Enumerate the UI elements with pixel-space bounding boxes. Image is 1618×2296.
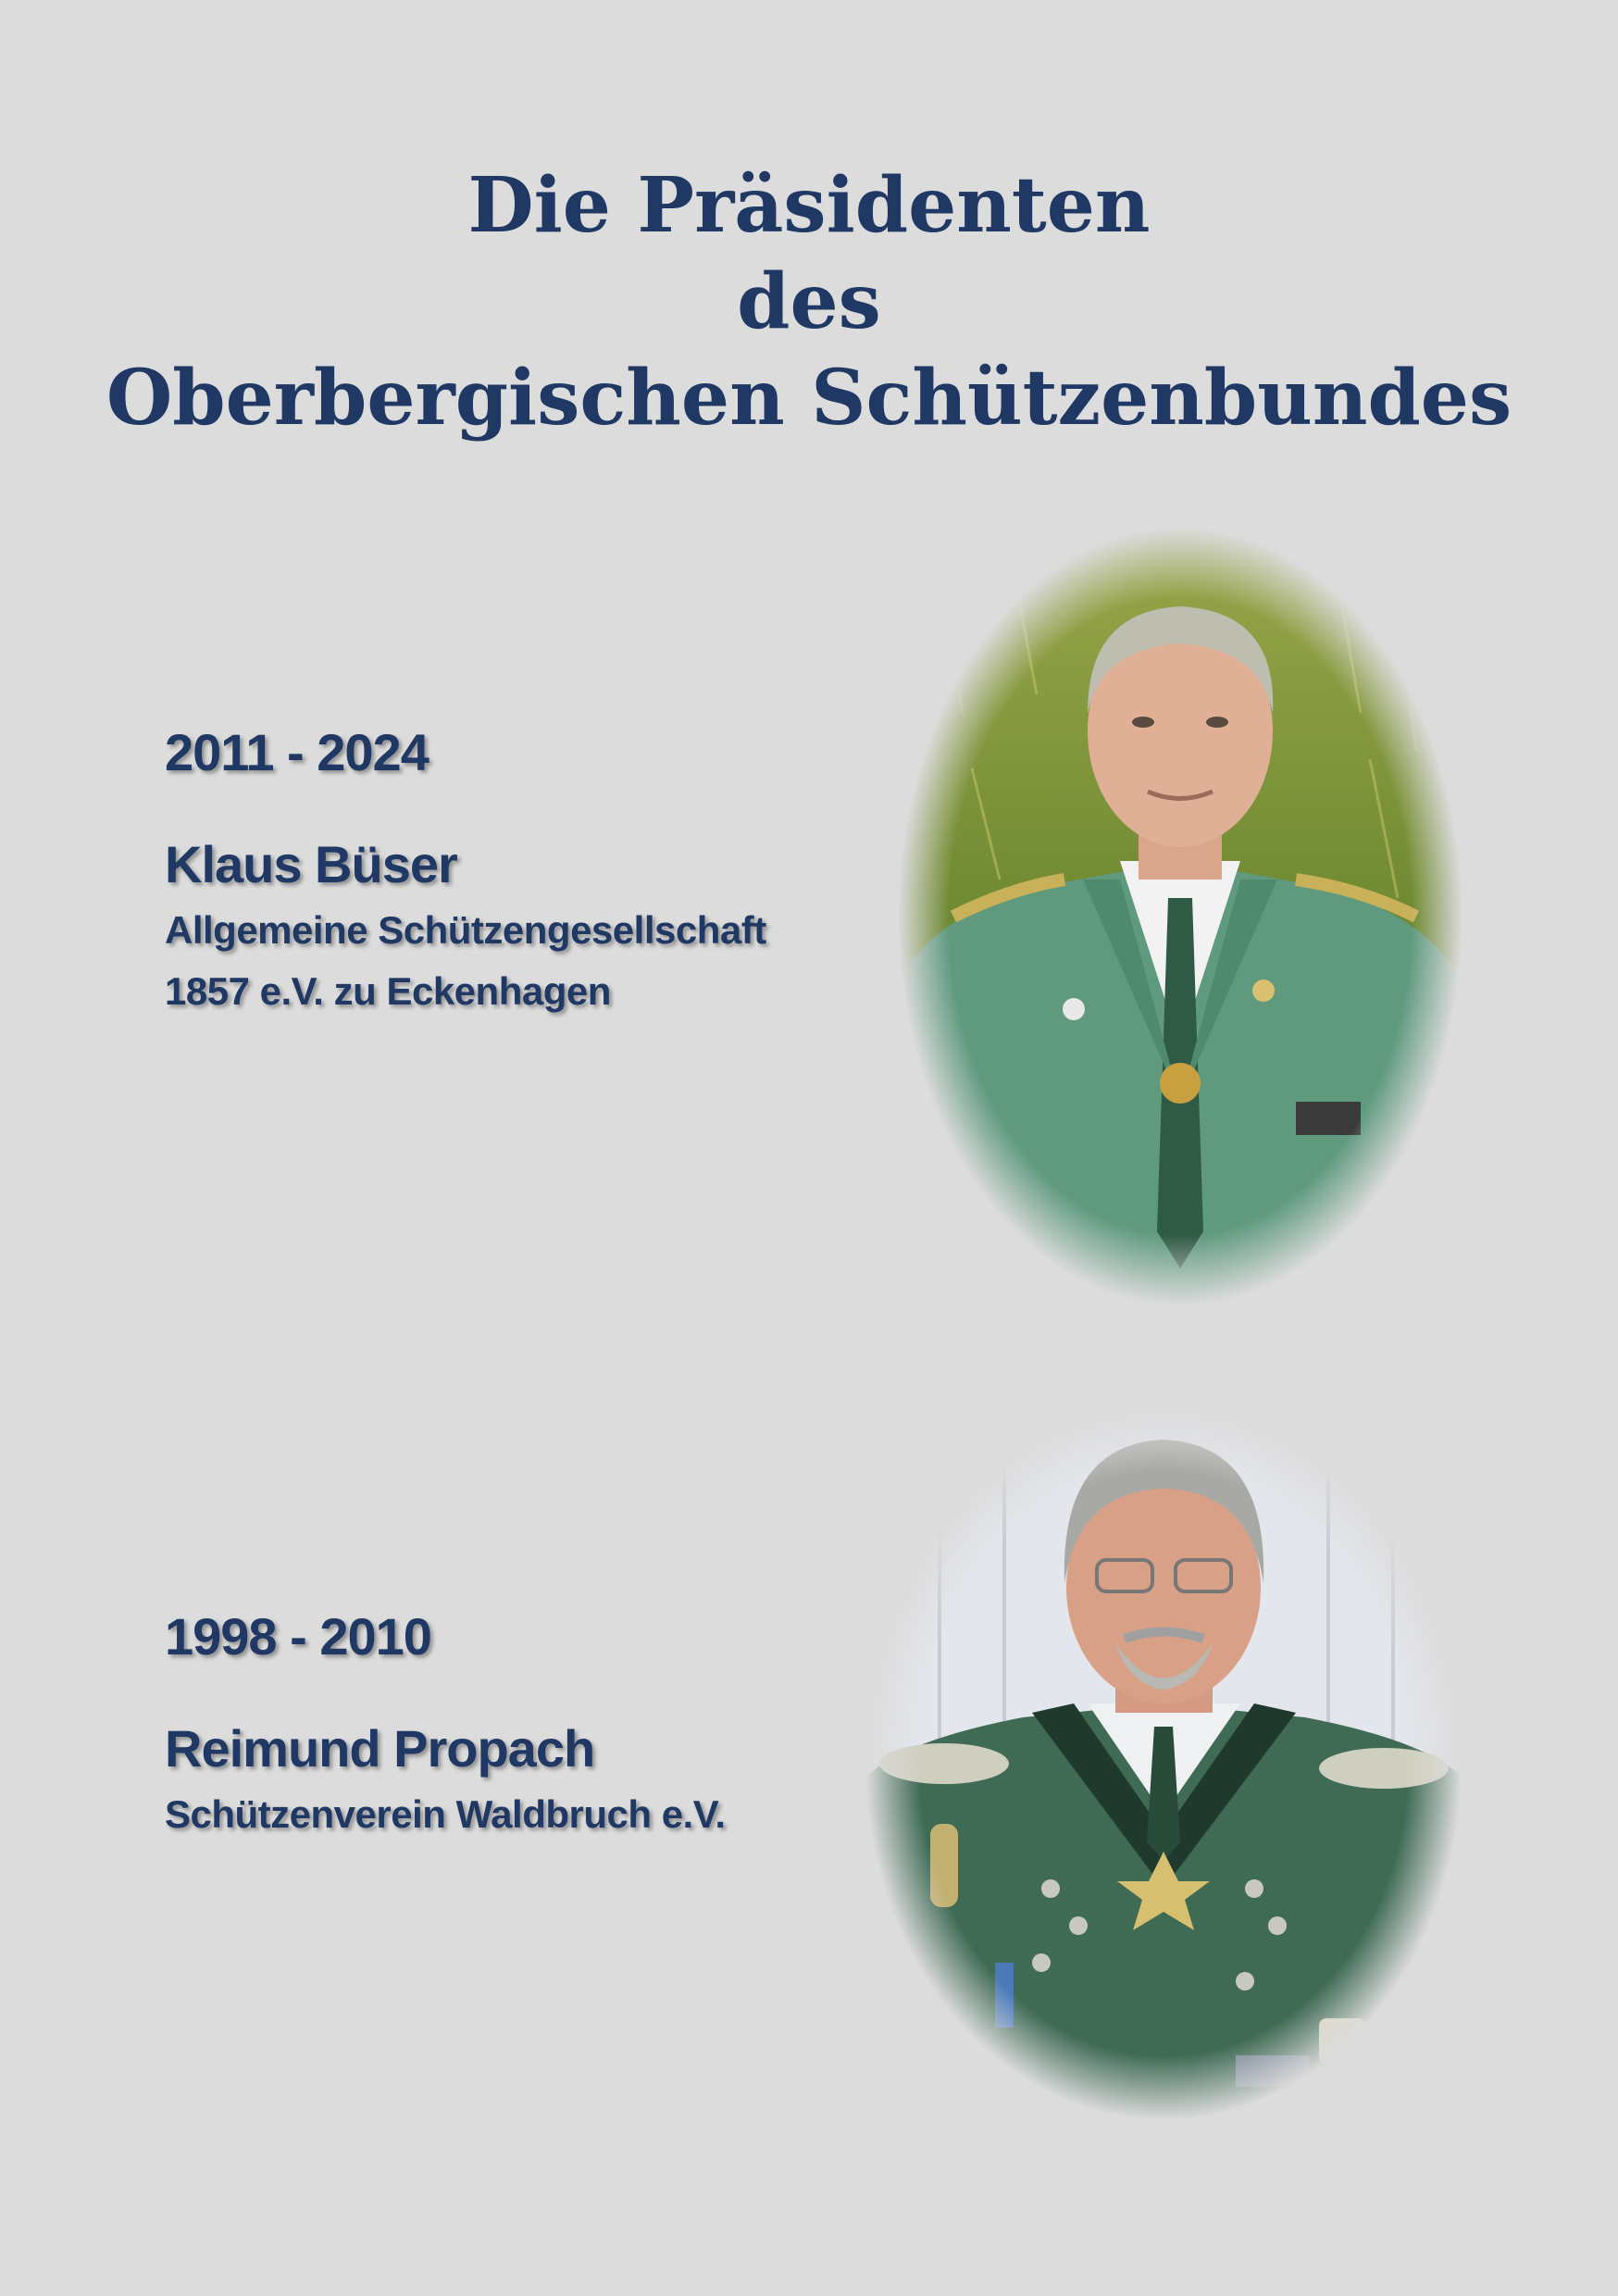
president-club-line-1: Allgemeine Schützengesellschaft xyxy=(165,908,766,952)
president-period: 1998 - 2010 xyxy=(165,1607,431,1666)
president-name: Reimund Propach xyxy=(165,1719,595,1778)
president-period: 2011 - 2024 xyxy=(165,723,429,781)
page-title xyxy=(0,157,1618,446)
title-line-2: des xyxy=(737,257,881,346)
title-line-1: Die Präsidenten xyxy=(467,161,1151,250)
portrait-photo-2 xyxy=(865,1407,1462,2120)
portrait-photo-1 xyxy=(898,528,1462,1305)
president-entry-2 xyxy=(165,1606,726,1845)
president-name: Klaus Büser xyxy=(165,835,457,893)
president-club-line-1: Schützenverein Waldbruch e.V. xyxy=(165,1792,726,1836)
president-entry-1 xyxy=(165,722,766,1022)
president-club-line-2: 1857 e.V. zu Eckenhagen xyxy=(165,969,611,1013)
title-line-3: Oberbergischen Schützenbundes xyxy=(106,354,1512,443)
